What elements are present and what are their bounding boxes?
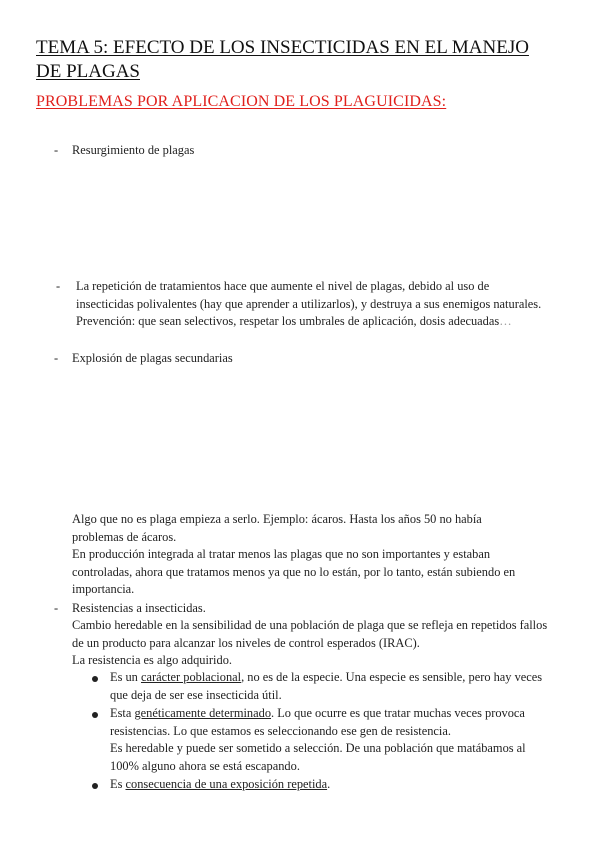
resistencias-definition: Cambio heredable en la sensibilidad de una población de plaga que se refleja en repetidos fallos de un producto para alcanzar los niveles de control esperados (IRAC). [72, 618, 548, 650]
bullet-dot [92, 783, 98, 789]
explosion-paragraph-1: Algo que no es plaga empieza a serlo. Ejemplo: ácaros. Hasta los años 50 no había problemas de ácaros. [72, 512, 482, 544]
resurgimiento-description [76, 278, 546, 331]
bullet-post: . Lo que ocurre es que tratar muchas veces provoca resistencias. Lo que estamos es seleccionando ese gen de resistencia. [110, 706, 525, 738]
bullet-underlined: genéticamente determinado [134, 706, 272, 720]
list-dash: - [56, 279, 61, 293]
list-dash: - [54, 601, 59, 615]
resistencias-adquirido: La resistencia es algo adquirido. [72, 653, 232, 667]
item-resistencias: Resistencias a insecticidas. [72, 601, 206, 615]
bullet-post: , no es de la especie. Una especie es sensible, pero hay veces que deja de ser ese insecticida útil. [110, 670, 543, 702]
bullet-dot [92, 676, 98, 682]
bullet-underlined: carácter poblacional [140, 670, 242, 684]
ellipsis: … [499, 314, 512, 328]
explosion-paragraph-2: En producción integrada al tratar menos las plagas que no son importantes y estaban controladas, ahora que tratamos menos ya que no lo están, por lo tanto, están subiendo en importancia. [72, 547, 516, 596]
item-explosion: Explosión de plagas secundarias [72, 351, 233, 365]
bullet-post: . [327, 777, 331, 791]
bullet-pre: Es [110, 777, 126, 791]
section-heading: PROBLEMAS POR APLICACION DE LOS PLAGUICIDAS: [36, 93, 447, 110]
bullet-extra: Es heredable y puede ser sometido a selección. De una población que matábamos al 100% alguno ahora se está escapando. [110, 741, 526, 773]
bullet-item [110, 705, 550, 775]
item-resurgimiento: Resurgimiento de plagas [72, 143, 195, 157]
bullet-item [110, 669, 550, 704]
resurgimiento-text: La repetición de tratamientos hace que aumente el nivel de plagas, debido al uso de insecticidas polivalentes (hay que aprender a utilizarlos), y destruya a sus enemigos naturales. Prevención: que sean selectivos, respetar los umbrales de aplicación, dosis adecuadas [76, 279, 542, 328]
bullet-underlined: consecuencia de una exposición repetida [125, 777, 328, 791]
list-dash: - [54, 351, 59, 365]
bullet-pre: Es un [110, 670, 141, 684]
bullet-pre: Esta [110, 706, 135, 720]
bullet-item [110, 776, 550, 794]
list-dash: - [54, 143, 59, 157]
bullet-dot [92, 712, 98, 718]
page-title: TEMA 5: EFECTO DE LOS INSECTICIDAS EN EL MANEJO DE PLAGAS [36, 37, 529, 82]
